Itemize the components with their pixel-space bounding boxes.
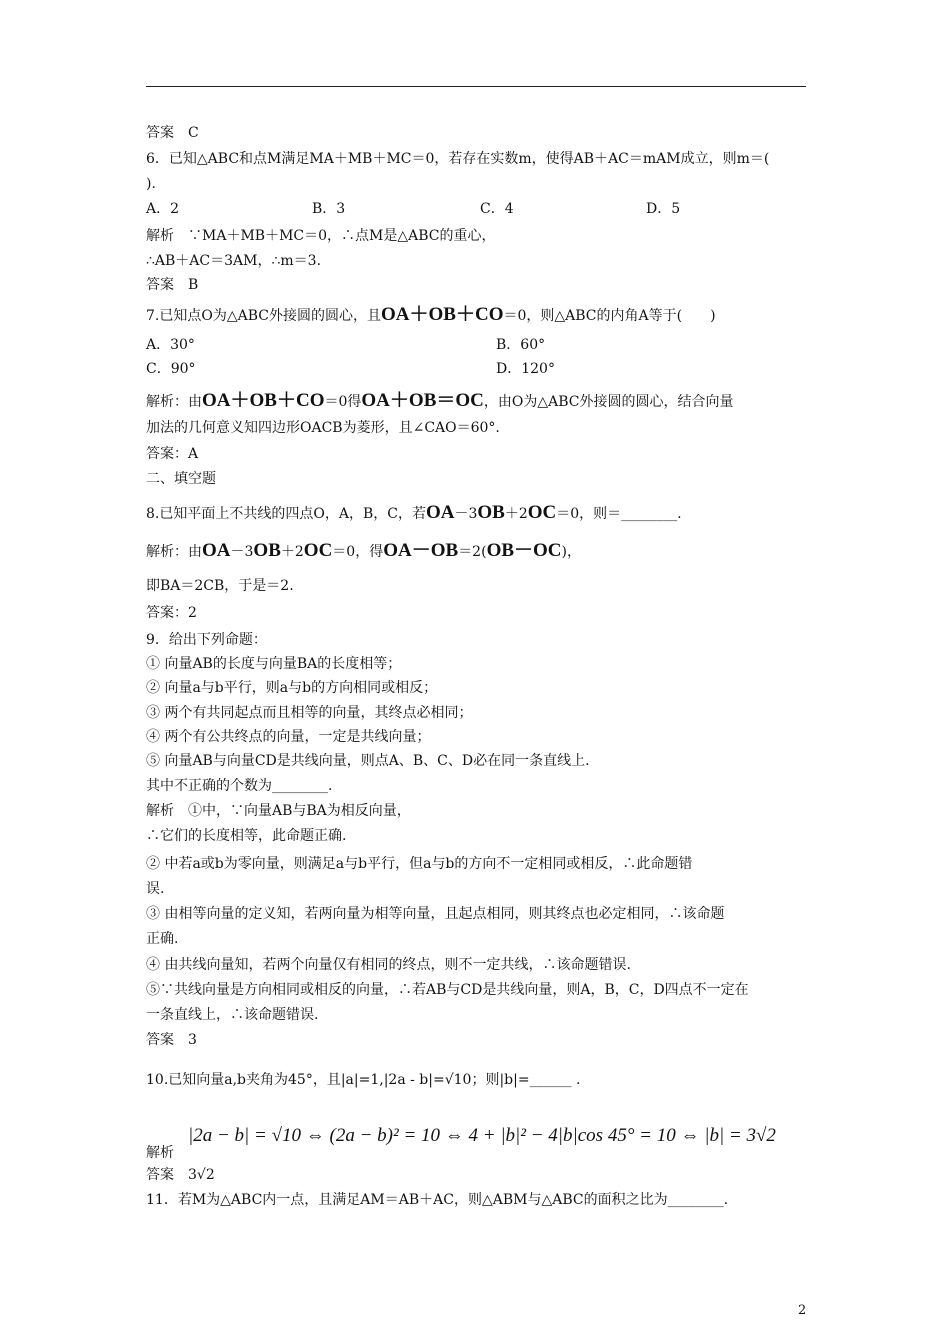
q7-solution-line1: 解析：由OA＋OB＋CO＝0得OA＋OB＝OC，由O为△ABC外接圆的圆心，结合向量 [146,390,734,411]
section-heading-fill-blank: 二、填空题 [146,471,216,487]
q8-answer: 答案：2 [146,605,197,621]
q6-solution-line2: ∴AB＋AC＝3AM，∴m＝3. [146,253,322,269]
q9-prompt: 其中不正确的个数为________. [146,778,333,794]
q6-question-line1: 6．已知△ABC和点M满足MA＋MB＋MC＝0，若存在实数m，使得AB＋AC＝mAM成立，则m＝( [146,151,770,167]
q9-statement-4: ④ 两个有公共终点的向量，一定是共线向量； [146,729,431,745]
q9-statement-3: ③ 两个有共同起点而且相等的向量，其终点必相同； [146,705,473,721]
l01: 答案 C [146,125,199,141]
q9-statement-1: ① 向量AB的长度与向量BA的长度相等； [146,656,402,672]
q9-statement-2: ② 向量a与b平行，则a与b的方向相同或相反； [146,680,438,696]
q10-answer: 答案 3√2 [146,1167,215,1183]
q8-question: 8.已知平面上不共线的四点O，A，B，C，若OA－3OB＋2OC＝0，则＝________. [146,502,682,523]
q8-solution-line2: 即BA＝2CB，于是＝2. [146,578,294,594]
q9-solution-4: ④ 由共线向量知，若两个向量仅有相同的终点，则不一定共线，∴该命题错误. [146,957,631,973]
q6-option-b: B．3 [312,201,346,217]
header-rule [146,86,806,87]
q9-solution-1b: ∴它们的长度相等，此命题正确. [146,828,347,844]
q9-solution-2a: ② 中若a或b为零向量，则满足a与b平行，但a与b的方向不一定相同或相反，∴此命题错 [146,856,693,872]
q9-solution-3a: ③ 由相等向量的定义知，若两向量为相等向量，且起点相同，则其终点也必定相同，∴该命题 [146,906,725,922]
q9-solution-5b: 一条直线上，∴该命题错误. [146,1007,319,1023]
q7-option-b: B．60° [496,337,546,353]
q9-solution-2b: 误. [146,881,165,897]
q11-question: 11．若M为△ABC内一点，且满足AM＝AB＋AC，则△ABM与△ABC的面积之比为________. [146,1192,729,1208]
q9-solution-1a: 解析 ①中，∵向量AB与BA为相反向量， [146,803,411,819]
q6-option-a: A．2 [146,201,180,217]
page-number: 2 [798,1303,807,1318]
q7-option-c: C．90° [146,361,196,377]
q7-option-d: D．120° [496,361,555,377]
q7-solution-line2: 加法的几何意义知四边形OACB为菱形，且∠CAO＝60°. [146,420,500,436]
q7-question: 7.已知点O为△ABC外接圆的圆心，且OA＋OB＋CO＝0，则△ABC的内角A等于( ) [146,304,716,325]
q7-answer: 答案：A [146,446,199,462]
q6-question-line2: ). [146,176,156,192]
q6-option-c: C．4 [480,201,514,217]
q8-solution-line1: 解析：由OA－3OB＋2OC＝0，得OA－OB＝2(OB－OC)， [146,540,581,561]
q9-statement-5: ⑤ 向量AB与向量CD是共线向量，则点A、B、C、D必在同一条直线上. [146,753,590,769]
q10-question: 10.已知向量a,b夹角为45°，且|a|=1,|2a - b|=√10；则|b|=______ . [146,1072,581,1088]
q10-solution-equation: |2a − b| = √10 ⇔ (2a − b)² = 10 ⇔ 4 + |b|² − 4|b|cos 45° = 10 ⇔ |b| = 3√2 [188,1125,776,1146]
q9-solution-3b: 正确. [146,931,179,947]
q7-option-a: A．30° [146,337,195,353]
q6-answer: 答案 B [146,277,199,293]
q6-solution-line1: 解析 ∵MA＋MB＋MC＝0，∴点M是△ABC的重心， [146,228,496,244]
q6-option-d: D．5 [646,201,681,217]
q9-solution-5a: ⑤∵共线向量是方向相同或相反的向量，∴若AB与CD是共线向量，则A，B，C，D四点不一定在 [146,982,749,998]
q9-question: 9．给出下列命题： [146,632,267,648]
q10-solution-label: 解析 [146,1145,174,1161]
q9-answer: 答案 3 [146,1032,197,1048]
